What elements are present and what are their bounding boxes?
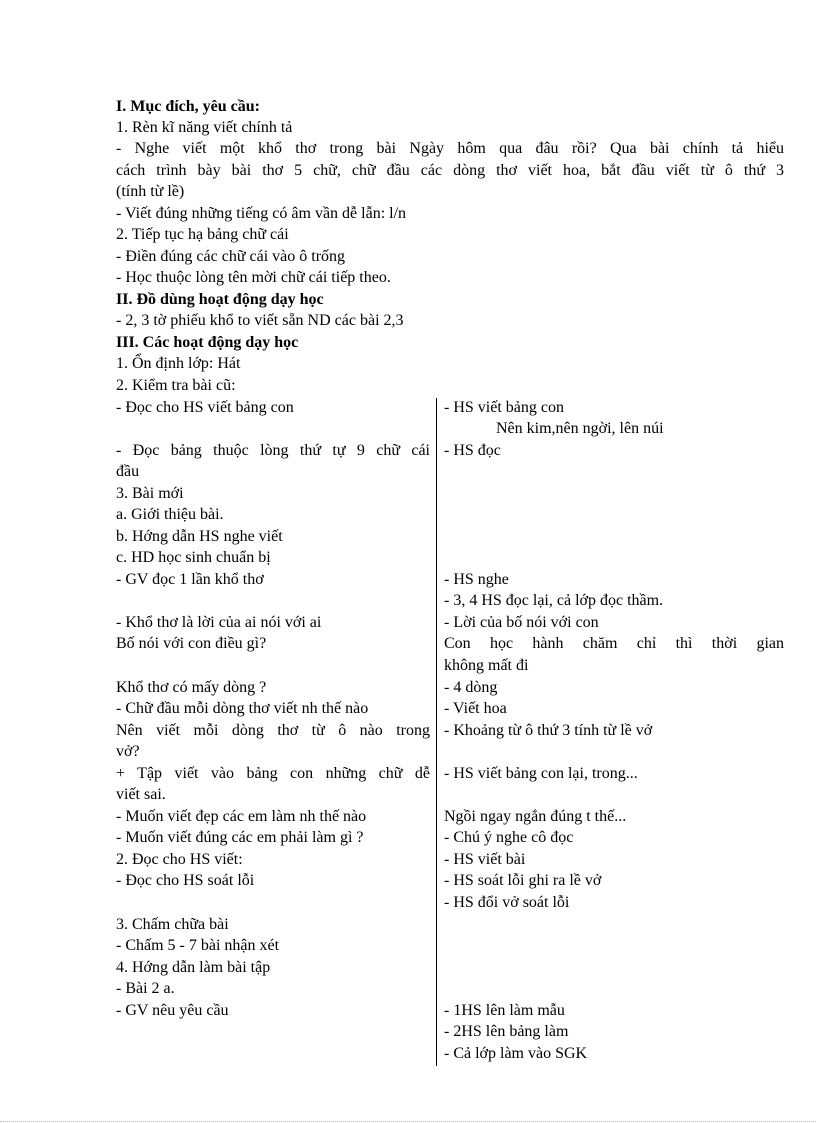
teacher-activity: 3. Chấm chữa bài [116,916,229,933]
student-activity: - 4 dòng [444,679,498,696]
student-activity: - 1HS lên làm mẫu [444,1002,565,1019]
student-activity: - HS nghe [444,571,509,588]
student-activity: - 2HS lên bảng làm [444,1023,569,1040]
column-divider [436,398,437,1066]
section-heading-materials: II. Đồ dùng hoạt động dạy học [116,291,324,308]
student-activity: Nên kim,nên ngời, lên núi [496,420,664,437]
teacher-activity: viết sai. [116,786,166,803]
teacher-activity: vở? [116,743,140,760]
student-activity: - HS viết bảng con [444,399,564,416]
teacher-activity: - Chữ đầu mỗi dòng thơ viết nh thế nào [116,700,369,717]
paragraph-line: (tính từ lề) [116,183,185,200]
student-activity: Ngồi ngay ngắn đúng t thế... [444,808,627,825]
teacher-activity: - Khổ thơ là lời của ai nói với ai [116,614,322,631]
student-activity: không mất đi [444,657,529,674]
teacher-activity: b. Hớng dẫn HS nghe viết [116,528,283,545]
teacher-activity: c. HD học sinh chuẩn bị [116,549,271,566]
paragraph-line: cách trình bày bài thơ 5 chữ, chữ đầu các dòng thơ viết hoa, bắt đầu viết từ ô thứ 3 [116,162,784,179]
student-activity: - 3, 4 HS đọc lại, cả lớp đọc thầm. [444,592,664,609]
student-activity: - HS viết bảng con lại, trong... [444,765,638,782]
student-activity: - Lời của bố nói với con [444,614,599,631]
item-spelling-skill: 1. Rèn kĩ năng viết chính tả [116,119,293,136]
student-activity: - Chú ý nghe cô đọc [444,829,574,846]
paragraph-line: - Điền đúng các chữ cái vào ô trống [116,248,346,265]
teacher-activity: Khổ thơ có mấy dòng ? [116,679,267,696]
student-activity: - HS viết bài [444,851,526,868]
teacher-activity: + Tập viết vào bảng con những chữ dễ [116,765,430,782]
teacher-activity: - GV nêu yêu cầu [116,1002,229,1019]
paragraph-line: - Viết đúng những tiếng có âm vần dễ lẫn: l/n [116,205,407,222]
teacher-activity: a. Giới thiệu bài. [116,506,224,523]
teacher-activity: 3. Bài mới [116,485,184,502]
item-review: 2. Kiểm tra bài cũ: [116,377,236,394]
paragraph-line: - Nghe viết một khổ thơ trong bài Ngày hôm qua đâu rồi? Qua bài chính tả hiểu [116,140,784,157]
teacher-activity: - Đọc cho HS soát lỗi [116,872,255,889]
paragraph-line: - 2, 3 tờ phiếu khổ to viết sẵn ND các bài 2,3 [116,312,404,329]
teacher-activity: - GV đọc 1 lần khổ thơ [116,571,264,588]
student-activity: - HS đọc [444,442,501,459]
section-heading-activities: III. Các hoạt động dạy học [116,334,299,351]
item-alphabet: 2. Tiếp tục hạ bảng chữ cái [116,226,289,243]
teacher-activity: Bố nói với con điều gì? [116,635,267,652]
teacher-activity: - Chấm 5 - 7 bài nhận xét [116,937,280,954]
teacher-activity: - Đọc bảng thuộc lòng thứ tự 9 chữ cái [116,442,430,459]
teacher-activity: - Muốn viết đẹp các em làm nh thế nào [116,808,367,825]
student-activity: - Khoảng từ ô thứ 3 tính từ lề vở [444,722,653,739]
teacher-activity: - Đọc cho HS viết bảng con [116,399,294,416]
item-class-settle: 1. Ổn định lớp: Hát [116,355,241,372]
student-activity: - HS soát lỗi ghi ra lề vở [444,872,602,889]
teacher-activity: - Bài 2 a. [116,980,175,997]
student-activity: - HS đổi vở soát lỗi [444,894,570,911]
teacher-activity: 2. Đọc cho HS viết: [116,851,243,868]
student-activity: Con học hành chăm chỉ thì thời gian [444,635,784,652]
paragraph-line: - Học thuộc lòng tên mời chữ cái tiếp theo. [116,269,391,286]
teacher-activity: - Muốn viết đúng các em phải làm gì ? [116,829,364,846]
student-activity: - Viết hoa [444,700,507,717]
student-activity: - Cả lớp làm vào SGK [444,1045,588,1062]
teacher-activity: 4. Hớng dẫn làm bài tập [116,959,271,976]
teacher-activity: đầu [116,463,140,480]
teacher-activity: Nên viết mỗi dòng thơ từ ô nào trong [116,722,430,739]
section-heading-purpose: I. Mục đích, yêu cầu: [116,98,260,115]
